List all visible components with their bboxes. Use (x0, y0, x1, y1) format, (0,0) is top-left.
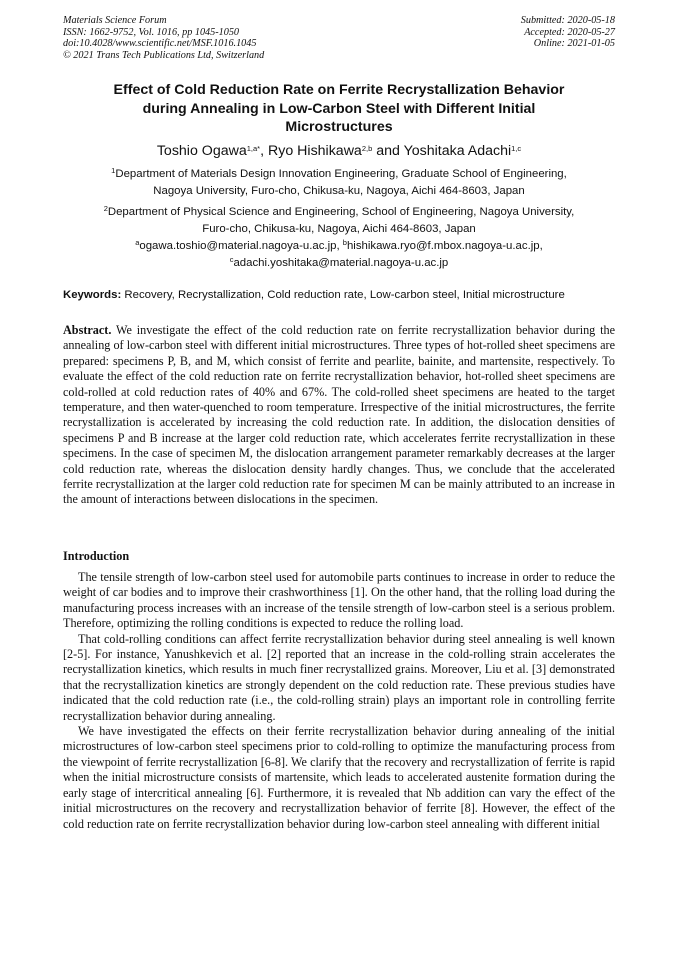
keywords (63, 288, 623, 303)
doi-line: doi:10.4028/www.scientific.net/MSF.1016.1045 (63, 38, 257, 50)
author-superscript: 1,a* (246, 144, 261, 153)
author-name: Ryo Hishikawa (268, 143, 362, 159)
abstract (63, 323, 615, 508)
journal-header (63, 15, 615, 61)
paper-title (63, 81, 615, 137)
author-name: Toshio Ogawa (156, 143, 247, 159)
affiliation-text: Department of Materials Design Innovation Engineering, Graduate School of Engineering, (115, 168, 567, 180)
affiliation-text: Department of Physical Science and Engineering, School of Engineering, Nagoya University, (107, 206, 575, 218)
accepted-date: Accepted: 2020-05-27 (524, 26, 615, 38)
author-superscript: 1,c (511, 144, 522, 153)
journal-name: Materials Science Forum (63, 15, 167, 26)
submitted-date: Submitted: 2020-05-18 (520, 15, 615, 26)
online-date: Online: 2021-01-05 (533, 38, 615, 50)
abstract-label: Abstract. (63, 323, 112, 337)
email-superscript: b (342, 238, 347, 247)
submission-dates (521, 15, 615, 50)
email-superscript: a (135, 238, 140, 247)
abstract-text: We investigate the effect of the cold reduction rate on ferrite recrystallization behavior during the annealing of low-carbon steel with different initial microstructures. Three types of hot-rolled sheet specimens are prepared: specimens P, B, and M, which consist of ferrite and pearlite, bainite, and martensite, respectively. To evaluate the effect of the cold reduction rate on ferrite recrystallization behavior, hot-rolled sheet specimens are cold-rolled at cold reduction rates of 40% and 67%. The cold-rolled sheet specimens are heated to the target temperature, and then water-quenched to room temperature. Irrespective of the initial microstructures, the ferrite recrystallization is accelerated by increasing the cold reduction rate. In addition, the dislocation densities of specimens P and B increase at the larger cold reduction rate, which accelerates ferrite recrystallization in these specimens. In the case of specimen M, the dislocation arrangement parameter remarkably decreases at the larger cold reduction rate, whereas the dislocation density hardly changes. Thus, we conclude that the accelerated ferrite recrystallization at the larger cold reduction rate for specimen M can be mainly attributed to an increase in the amount of interactions between dislocations in the specimen. (63, 323, 615, 507)
author-superscript: 2,b (361, 144, 373, 153)
author-separator: , (260, 143, 268, 159)
copyright-line: © 2021 Trans Tech Publications Ltd, Switzerland (63, 49, 265, 61)
paragraph: The tensile strength of low-carbon steel used for automobile parts continues to increase in order to reduce the weight of car bodies and to improve their crashworthiness [1]. On the other hand, that the rolling load during the manufacturing process increases with an increase of the tensile strength of low-carbon steel is a serious problem. Therefore, optimizing the rolling conditions is expected to reduce the rolling load. (63, 570, 615, 631)
paragraph: We have investigated the effects on their ferrite recrystallization behavior during annealing of the initial microstructures of low-carbon steel specimens prior to cold-rolling to optimize the manufacturing process from the viewpoint of ferrite recrystallization [6-8]. We clarify that the recovery and recrystallization of ferrite is rapid when the initial microstructure consists of martensite, which leads to accelerated austenite formation during the early stage of intercritical annealing [6]. Furthermore, it is revealed that Nb addition can vary the effect of the initial microstructures on the recovery and recrystallization behavior of ferrite [8]. However, the effect of the cold reduction rate on ferrite recrystallization behavior during low-carbon steel annealing with different initial (63, 724, 615, 831)
email-address[interactable]: ogawa.toshio@material.nagoya-u.ac.jp, (139, 240, 343, 252)
author-list (63, 142, 615, 162)
email-superscript: c (229, 255, 234, 265)
affiliation-text: Furo-cho, Chikusa-ku, Nagoya, Aichi 464-8603, Japan (202, 223, 476, 236)
affiliation-2 (63, 204, 615, 238)
affiliation-superscript: 1 (111, 166, 116, 175)
title-line: Microstructures (285, 119, 393, 135)
paragraph: That cold-rolling conditions can affect ferrite recrystallization behavior during steel annealing is well known [2-5]. For instance, Yanushkevich et al. [2] reported that an increase in the cold-rolling strain accelerates the recrystallization kinetics, which results in much finer recrystallized grains. Moreover, Liu et al. [3] demonstrated that the recrystallization kinetics are strongly dependent on the cold reduction rate. These previous studies have indicated that the cold reduction rate (i.e., the cold-rolling strain) plays an important role in controlling ferrite recrystallization behavior during annealing. (63, 631, 615, 723)
affiliation-text: Nagoya University, Furo-cho, Chikusa-ku, Nagoya, Aichi 464-8603, Japan (153, 185, 525, 198)
keywords-label: Keywords: (63, 289, 122, 301)
email-list (63, 238, 615, 273)
author-separator: and (372, 143, 404, 159)
author-name: Yoshitaka Adachi (403, 143, 512, 159)
issn-line: ISSN: 1662-9752, Vol. 1016, pp 1045-1050 (63, 26, 240, 38)
affiliation-1 (63, 166, 615, 200)
keywords-text: Recovery, Recrystallization, Cold reduction rate, Low-carbon steel, Initial microstructure (121, 289, 565, 301)
introduction-body (63, 570, 615, 832)
email-address[interactable]: hishikawa.ryo@f.mbox.nagoya-u.ac.jp, (346, 240, 543, 252)
journal-info (63, 15, 264, 61)
email-address[interactable]: adachi.yoshitaka@material.nagoya-u.ac.jp (233, 257, 449, 270)
affiliation-superscript: 2 (103, 204, 108, 213)
title-line: Effect of Cold Reduction Rate on Ferrite Recrystallization Behavior (113, 82, 565, 98)
title-line: during Annealing in Low-Carbon Steel with Different Initial (142, 100, 536, 117)
section-heading: Introduction (63, 549, 130, 563)
